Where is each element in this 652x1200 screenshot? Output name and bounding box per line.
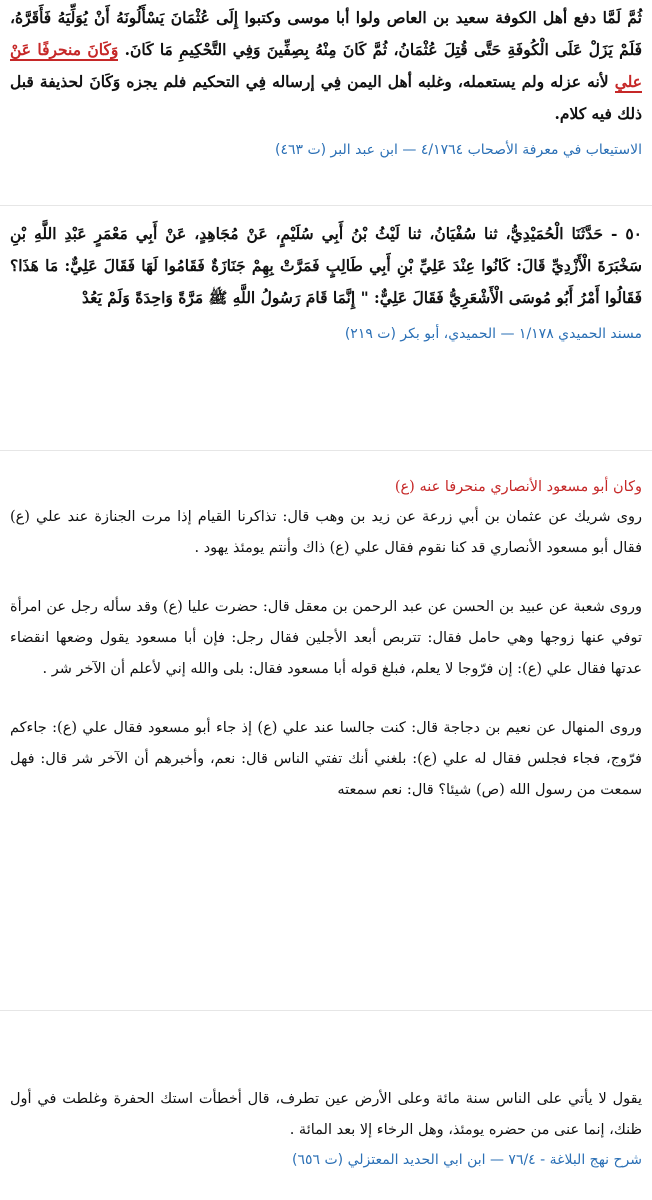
source-citation[interactable]: مسند الحميدي ١/١٧٨ — الحميدي، أبو بكر (ت ٢١٩) xyxy=(344,326,642,342)
highlighted-phrase: وَكَانَ منحرفًا عَنْ علي xyxy=(10,40,642,91)
excerpt-text-b: لأنه عزله ولم يستعمله، وغلبه أهل اليمن فِي إرساله فِي التحكيم فلم يجزه وَكَانَ لحذيفة قبل ذلك فيه كلام. xyxy=(10,72,642,123)
narration-3: وروى المنهال عن نعيم بن دجاجة قال: كنت جالسا عند علي (ع) إذ جاء أبو مسعود فقال علي (ع): جاءكم فرّوج، فجاء فجلس فقال له علي (ع): بلغني أنك تفتي الناس قال: نعم، وأخبرهم أن الآخر شر قال: فهل سمعت من رسول الله (ص) شيئا؟ قال: نعم سمعته xyxy=(10,720,642,798)
hadith-text: ٥٠ - حَدَّثَنَا الْحُمَيْدِيُّ، ثنا سُفْيَانُ، ثنا لَيْثُ بْنُ أَبِي سُلَيْمٍ، عَنْ مُجَاهِدٍ، عَنْ أَبِي مَعْمَرٍ عَبْدِ اللَّهِ بْنِ سَخْبَرَةَ الْأَزْدِيِّ قَالَ: كَانُوا عِنْدَ عَلِيِّ بْنِ أَبِي طَالِبٍ فَمَرَّتْ بِهِمْ جَنَازَةٌ فَقَامُوا لَهَا فَقَالَ عَلِيٌّ: مَا هَذَا؟ فَقَالُوا أَمْرُ أَبُو مُوسَى الْأَشْعَرِيُّ فَقَالَ عَلِيٌّ: " إِنَّمَا قَامَ رَسُولُ اللَّهِ ﷺ مَرَّةً وَاحِدَةً وَلَمْ يَعُدْ xyxy=(10,224,642,307)
narration-1: روى شريك عن عثمان بن أبي زرعة عن زيد بن وهب قال: تذاكرنا القيام إذا مرت الجنازة عند علي (ع) فقال أبو مسعود الأنصاري قد كنا نقوم فقال علي (ع) ذاك وأنتم يومئذ يهود . xyxy=(10,509,642,556)
source-citation[interactable]: شرح نهج البلاغة - ٧٦/٤ — ابن ابي الحديد المعتزلي (ت ٦٥٦) xyxy=(292,1152,642,1168)
narration-2: وروى شعبة عن عبيد بن الحسن عن عبد الرحمن بن معقل قال: حضرت عليا (ع) وقد سأله رجل عن امرأة توفي عنها زوجها وهي حامل فقال: تتربص أبعد الأجلين فقال رجل: فإن أبا مسعود يقول وضعها انقضاء عدتها فقال علي (ع): إن فرّوجا لا يعلم، فبلغ قوله أبا مسعود فقال: بلى والله إني لأعلم أن الآخر شر . xyxy=(10,599,642,677)
excerpt-isti-ab xyxy=(0,2,652,162)
excerpt-humaydi xyxy=(0,218,652,346)
excerpt-text-a: ثُمَّ لَمَّا دفع أهل الكوفة سعيد بن العاص ولوا أبا موسى وكتبوا إِلَى عُثْمَانَ يَسْأَلُونَهُ أَنْ يُوَلِّيَهُ فَأَقَرَّهُ، فَلَمْ يَزَلْ عَلَى الْكُوفَةِ حَتَّى قُتِلَ عُثْمَانُ، ثُمَّ كَانَ مِنْهُ بِصِفِّينَ وَفِي التَّحْكِيمِ مَا كَانَ. xyxy=(10,8,642,59)
divider xyxy=(0,450,652,451)
excerpt-body xyxy=(10,2,642,130)
narration-continued: يقول لا يأتي على الناس سنة مائة وعلى الأرض عين تطرف، قال أخطأت استك الحفرة وغلطت في أول ظنك، إنما عنى من حضره يومئذ، وهل الرخاء إلا بعد المائة . xyxy=(10,1091,642,1138)
divider xyxy=(0,1010,652,1011)
divider xyxy=(0,205,652,206)
excerpt-nahj-balagha xyxy=(0,1084,652,1172)
source-citation[interactable]: الاستيعاب في معرفة الأصحاب ٤/١٧٦٤ — ابن عبد البر (ت ٤٦٣) xyxy=(274,142,642,158)
section-heading: وكان أبو مسعود الأنصاري منحرفا عنه (ع) xyxy=(394,479,642,495)
excerpt-abu-masud xyxy=(0,472,652,806)
